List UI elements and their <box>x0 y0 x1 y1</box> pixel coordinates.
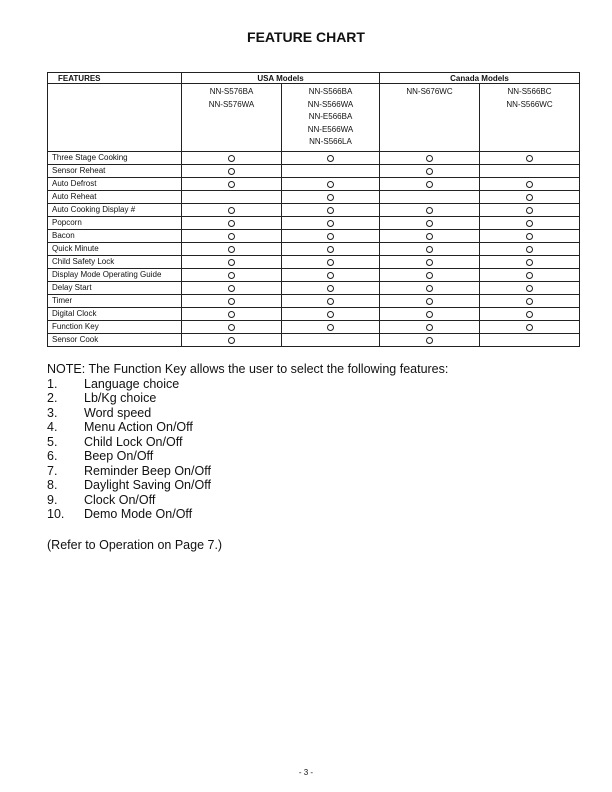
available-circle-icon <box>228 259 235 266</box>
available-circle-icon <box>228 233 235 240</box>
availability-cell <box>480 151 580 164</box>
availability-cell <box>480 333 580 346</box>
availability-cell <box>380 190 480 203</box>
feature-row <box>48 177 580 190</box>
feature-row <box>48 151 580 164</box>
available-circle-icon <box>228 298 235 305</box>
feature-name: Auto Defrost <box>48 177 182 190</box>
available-circle-icon <box>526 272 533 279</box>
availability-cell <box>282 190 380 203</box>
availability-cell <box>182 320 282 333</box>
note-item-number: 5. <box>47 434 58 449</box>
feature-name: Delay Start <box>48 281 182 294</box>
feature-row <box>48 333 580 346</box>
feature-name: Auto Cooking Display # <box>48 203 182 216</box>
availability-cell <box>282 255 380 268</box>
available-circle-icon <box>327 324 334 331</box>
available-circle-icon <box>426 168 433 175</box>
available-circle-icon <box>228 155 235 162</box>
available-circle-icon <box>526 155 533 162</box>
available-circle-icon <box>526 181 533 188</box>
available-circle-icon <box>426 220 433 227</box>
note-item-number: 4. <box>47 420 58 434</box>
availability-cell <box>480 203 580 216</box>
available-circle-icon <box>327 233 334 240</box>
note-item <box>47 435 448 450</box>
feature-name: Sensor Reheat <box>48 164 182 177</box>
note-item-text: Beep On/Off <box>84 449 154 463</box>
model-name: NN-S566WC <box>506 99 553 109</box>
model-name: NN-S566LA <box>309 137 352 146</box>
feature-row <box>48 307 580 320</box>
availability-cell <box>480 229 580 242</box>
note-item-text: Clock On/Off <box>84 492 156 507</box>
available-circle-icon <box>526 311 533 318</box>
available-circle-icon <box>526 220 533 227</box>
note-item-text: Reminder Beep On/Off <box>84 463 211 478</box>
note-item-number: 1. <box>47 376 58 391</box>
page-number: - 3 - <box>298 768 314 777</box>
availability-cell <box>282 216 380 229</box>
feature-row <box>48 164 580 177</box>
availability-cell <box>380 216 480 229</box>
availability-cell <box>182 281 282 294</box>
availability-cell <box>380 255 480 268</box>
available-circle-icon <box>327 246 334 253</box>
feature-row <box>48 203 580 216</box>
note-item <box>47 478 448 493</box>
available-circle-icon <box>327 285 334 292</box>
feature-row <box>48 268 580 281</box>
available-circle-icon <box>327 194 334 201</box>
available-circle-icon <box>526 207 533 214</box>
availability-cell <box>480 320 580 333</box>
available-circle-icon <box>228 272 235 279</box>
availability-cell <box>182 229 282 242</box>
model-name: NN-S566BA <box>308 87 353 96</box>
availability-cell <box>182 151 282 164</box>
availability-cell <box>380 307 480 320</box>
feature-row <box>48 320 580 333</box>
feature-name: Three Stage Cooking <box>48 151 182 164</box>
feature-row <box>48 281 580 294</box>
note-item-text: Language choice <box>84 376 180 391</box>
available-circle-icon <box>327 207 334 214</box>
available-circle-icon <box>327 298 334 305</box>
available-circle-icon <box>526 298 533 305</box>
available-circle-icon <box>526 194 533 201</box>
feature-name: Sensor Cook <box>48 333 182 346</box>
page-title: FEATURE CHART <box>247 29 365 45</box>
availability-cell <box>380 229 480 242</box>
model-row-blank <box>48 84 182 152</box>
availability-cell <box>480 255 580 268</box>
available-circle-icon <box>426 285 433 292</box>
usa-models-header: USA Models <box>182 73 380 84</box>
note-item-text: Child Lock On/Off <box>84 434 183 449</box>
available-circle-icon <box>327 220 334 227</box>
available-circle-icon <box>327 181 334 188</box>
availability-cell <box>480 268 580 281</box>
note-item <box>47 420 448 435</box>
model-column-4 <box>480 84 580 152</box>
features-header: FEATURES <box>48 73 182 84</box>
available-circle-icon <box>426 259 433 266</box>
feature-rows <box>48 151 580 346</box>
page-reference: (Refer to Operation on Page 7.) <box>47 538 223 552</box>
note-item-number: 10. <box>47 507 65 521</box>
model-name: NN-S576WA <box>208 99 255 109</box>
availability-cell <box>182 242 282 255</box>
function-key-note <box>47 362 448 522</box>
availability-cell <box>282 164 380 177</box>
model-name: NN-S566WA <box>307 99 354 109</box>
feature-row <box>48 216 580 229</box>
feature-row <box>48 190 580 203</box>
availability-cell <box>182 203 282 216</box>
model-column-1 <box>182 84 282 152</box>
available-circle-icon <box>426 233 433 240</box>
availability-cell <box>182 307 282 320</box>
feature-name: Quick Minute <box>48 242 182 255</box>
note-item <box>47 391 448 406</box>
note-item <box>47 507 448 522</box>
available-circle-icon <box>228 285 235 292</box>
note-item <box>47 464 448 479</box>
available-circle-icon <box>426 246 433 253</box>
canada-models-header: Canada Models <box>380 73 580 84</box>
availability-cell <box>182 164 282 177</box>
available-circle-icon <box>228 246 235 253</box>
available-circle-icon <box>426 324 433 331</box>
availability-cell <box>282 151 380 164</box>
available-circle-icon <box>426 207 433 214</box>
availability-cell <box>282 320 380 333</box>
availability-cell <box>182 177 282 190</box>
availability-cell <box>182 294 282 307</box>
available-circle-icon <box>228 324 235 331</box>
available-circle-icon <box>327 259 334 266</box>
availability-cell <box>380 268 480 281</box>
availability-cell <box>480 164 580 177</box>
note-item-number: 3. <box>47 405 58 420</box>
note-intro: NOTE: The Function Key allows the user to select the following features: <box>47 362 449 376</box>
available-circle-icon <box>228 168 235 175</box>
availability-cell <box>182 268 282 281</box>
model-name: NN-S676WC <box>406 87 453 96</box>
header-row <box>48 73 580 84</box>
availability-cell <box>380 320 480 333</box>
availability-cell <box>480 190 580 203</box>
feature-name: Digital Clock <box>48 307 182 320</box>
available-circle-icon <box>327 272 334 279</box>
available-circle-icon <box>426 155 433 162</box>
availability-cell <box>282 268 380 281</box>
available-circle-icon <box>426 311 433 318</box>
available-circle-icon <box>526 246 533 253</box>
available-circle-icon <box>526 324 533 331</box>
feature-chart-table <box>47 72 580 347</box>
availability-cell <box>480 294 580 307</box>
availability-cell <box>282 294 380 307</box>
available-circle-icon <box>426 337 433 344</box>
availability-cell <box>480 281 580 294</box>
availability-cell <box>182 216 282 229</box>
availability-cell <box>282 229 380 242</box>
available-circle-icon <box>526 285 533 292</box>
availability-cell <box>480 216 580 229</box>
availability-cell <box>480 307 580 320</box>
note-item-text: Menu Action On/Off <box>84 420 193 434</box>
note-item <box>47 493 448 508</box>
availability-cell <box>282 333 380 346</box>
note-item <box>47 377 448 392</box>
note-list <box>47 377 448 522</box>
availability-cell <box>282 203 380 216</box>
availability-cell <box>282 307 380 320</box>
availability-cell <box>282 177 380 190</box>
available-circle-icon <box>526 233 533 240</box>
feature-row <box>48 255 580 268</box>
availability-cell <box>182 333 282 346</box>
model-name: NN-S576BA <box>209 87 254 96</box>
availability-cell <box>480 177 580 190</box>
model-name: NN-E566WA <box>307 124 354 134</box>
feature-name: Child Safety Lock <box>48 255 182 268</box>
feature-name: Auto Reheat <box>48 190 182 203</box>
note-item-text: Word speed <box>84 405 152 420</box>
available-circle-icon <box>228 337 235 344</box>
feature-name: Timer <box>48 294 182 307</box>
availability-cell <box>380 164 480 177</box>
feature-row <box>48 294 580 307</box>
feature-name: Display Mode Operating Guide <box>48 268 182 281</box>
availability-cell <box>182 190 282 203</box>
model-column-2 <box>282 84 380 152</box>
model-name: NN-E566BA <box>308 112 353 121</box>
availability-cell <box>380 294 480 307</box>
note-item-text: Daylight Saving On/Off <box>84 478 211 492</box>
available-circle-icon <box>228 181 235 188</box>
available-circle-icon <box>426 181 433 188</box>
model-names-row <box>48 84 580 152</box>
note-item-text: Demo Mode On/Off <box>84 507 193 521</box>
note-item-number: 8. <box>47 478 58 492</box>
note-item-number: 9. <box>47 492 58 507</box>
availability-cell <box>480 242 580 255</box>
note-item-number: 7. <box>47 463 58 478</box>
available-circle-icon <box>327 155 334 162</box>
availability-cell <box>380 203 480 216</box>
availability-cell <box>282 242 380 255</box>
feature-name: Popcorn <box>48 216 182 229</box>
note-item-number: 2. <box>47 391 58 405</box>
availability-cell <box>380 177 480 190</box>
feature-name: Function Key <box>48 320 182 333</box>
model-column-3 <box>380 84 480 152</box>
note-item-text: Lb/Kg choice <box>84 391 157 405</box>
availability-cell <box>380 281 480 294</box>
feature-name: Bacon <box>48 229 182 242</box>
available-circle-icon <box>228 220 235 227</box>
feature-row <box>48 229 580 242</box>
available-circle-icon <box>327 311 334 318</box>
feature-row <box>48 242 580 255</box>
model-name: NN-S566BC <box>507 87 552 96</box>
note-item-number: 6. <box>47 449 58 463</box>
availability-cell <box>282 281 380 294</box>
available-circle-icon <box>228 207 235 214</box>
available-circle-icon <box>228 311 235 318</box>
availability-cell <box>380 151 480 164</box>
note-item <box>47 406 448 421</box>
available-circle-icon <box>426 272 433 279</box>
availability-cell <box>380 242 480 255</box>
available-circle-icon <box>526 259 533 266</box>
availability-cell <box>182 255 282 268</box>
availability-cell <box>380 333 480 346</box>
note-item <box>47 449 448 464</box>
available-circle-icon <box>426 298 433 305</box>
